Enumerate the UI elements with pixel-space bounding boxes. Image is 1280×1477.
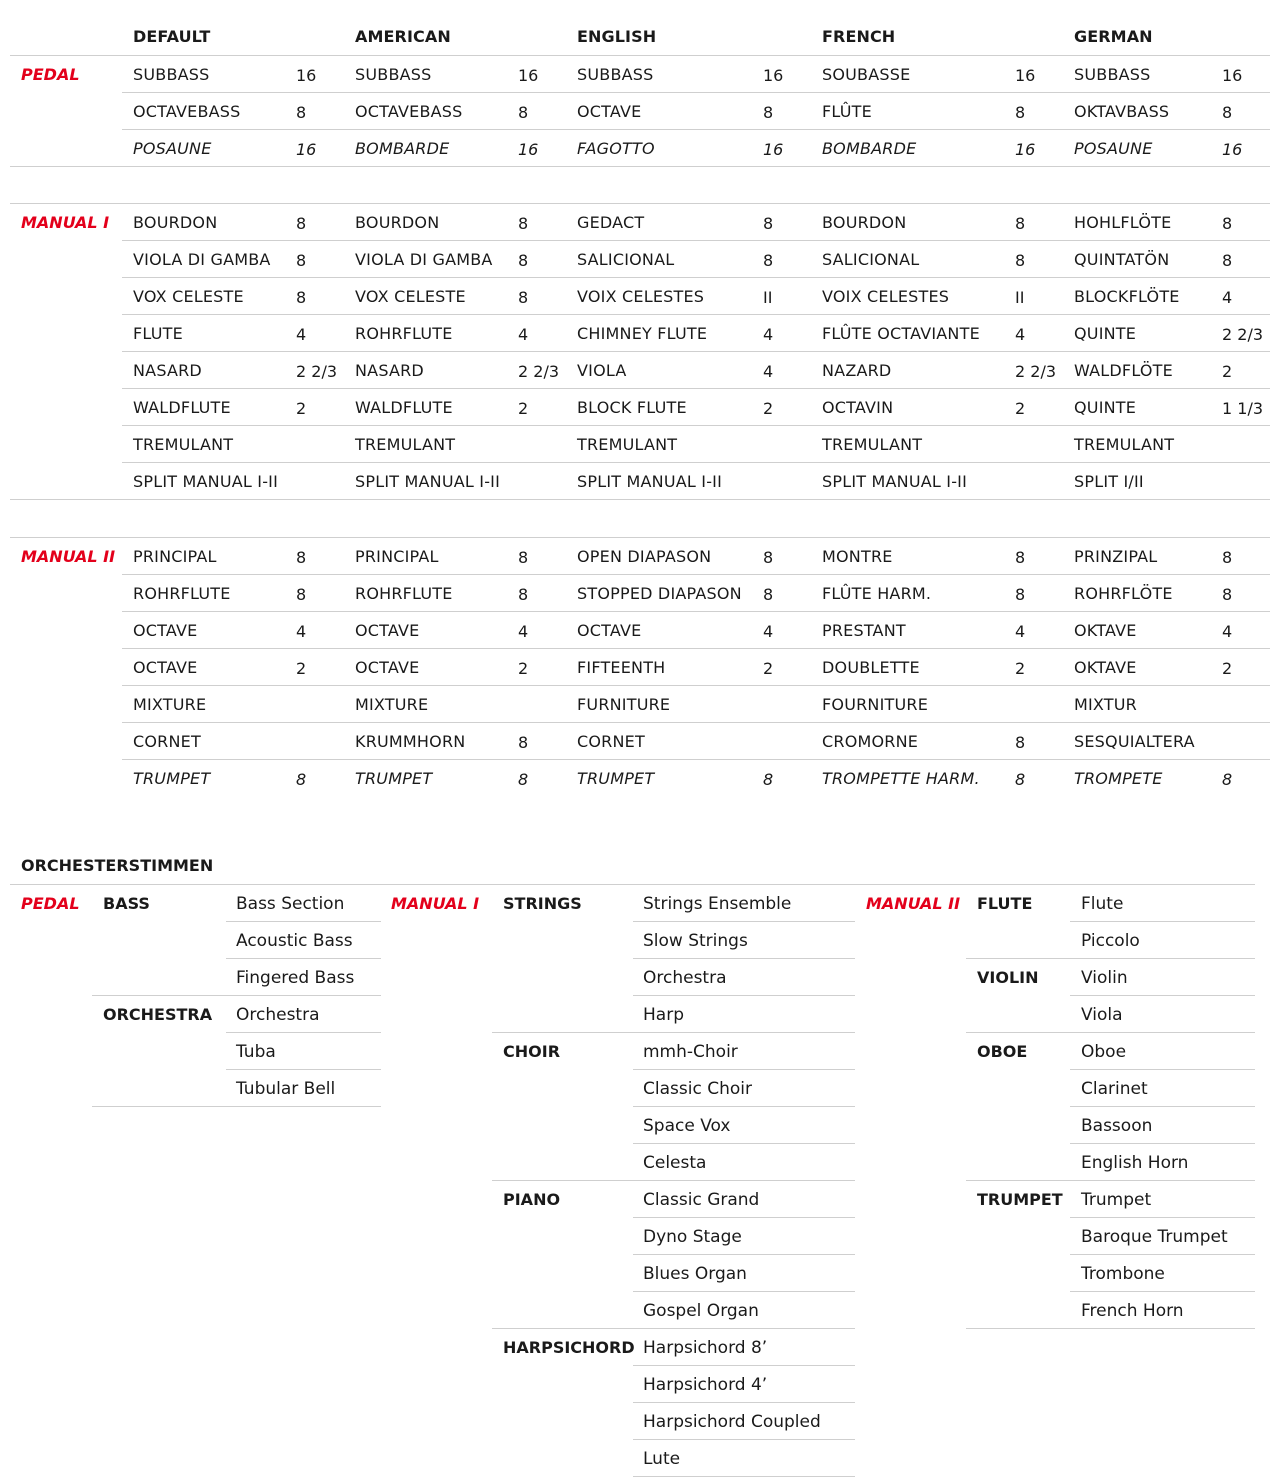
section-bottom-divider [10,166,1270,167]
register-name: KRUMMHORN [355,732,466,751]
row-divider [122,574,1270,575]
voice-item: Tuba [236,1042,276,1062]
register-name: FLÛTE [822,102,872,121]
register-name: WALDFLÖTE [1074,361,1173,380]
register-name: OCTAVE [133,658,198,677]
register-footage: 2 [763,399,774,418]
category-divider [92,995,381,996]
register-footage: 2 2/3 [1222,325,1264,344]
voice-item: Dyno Stage [643,1227,742,1247]
voice-item: mmh-Choir [643,1042,738,1062]
register-footage: 16 [1222,66,1243,85]
register-name: OKTAVE [1074,658,1137,677]
register-name: SESQUIALTERA [1074,732,1195,751]
register-footage: 16 [1222,140,1243,159]
register-footage: 2 [1015,659,1026,678]
row-divider [122,388,1270,389]
register-name: SPLIT MANUAL I-II [577,472,723,491]
voice-item: Orchestra [236,1005,320,1025]
voice-divider [633,1217,855,1218]
register-footage: 4 [1222,288,1233,307]
register-name: QUINTATÖN [1074,250,1170,269]
register-name: VOX CELESTE [133,287,244,306]
register-footage: 8 [296,770,307,789]
voice-item: Bassoon [1081,1116,1153,1136]
voice-divider [1070,1069,1255,1070]
register-name: BLOCKFLÖTE [1074,287,1180,306]
register-name: FLUTE [133,324,183,343]
register-footage: II [763,288,773,307]
voice-divider [1070,1291,1255,1292]
register-name: MIXTURE [133,695,207,714]
register-name: PRINCIPAL [133,547,217,566]
register-name: BOMBARDE [822,139,917,158]
voice-divider [633,1439,855,1440]
row-divider [122,648,1270,649]
register-name: SALICIONAL [822,250,920,269]
register-name: VOX CELESTE [355,287,466,306]
voice-item: Acoustic Bass [236,931,353,951]
voice-divider [633,1106,855,1107]
register-name: SALICIONAL [577,250,675,269]
voice-divider [226,1032,381,1033]
voice-item: Trombone [1081,1264,1165,1284]
voice-item: Trumpet [1081,1190,1152,1210]
orchestral-group-label: MANUAL II [866,894,961,913]
column-header-german: GERMAN [1074,27,1153,46]
register-footage: 8 [1222,103,1233,122]
register-footage: 16 [1015,140,1036,159]
category-divider [92,1106,381,1107]
register-name: TROMPETE [1074,769,1163,788]
voice-item: Oboe [1081,1042,1127,1062]
register-footage: 2 [1222,362,1233,381]
register-footage: 8 [1222,585,1233,604]
voice-item: Fingered Bass [236,968,355,988]
register-name: SPLIT MANUAL I-II [355,472,501,491]
voice-divider [633,1365,855,1366]
row-divider [122,92,1270,93]
register-footage: 8 [518,733,529,752]
register-name: WALDFLUTE [355,398,453,417]
register-name: BOURDON [133,213,218,232]
register-footage: 4 [763,622,774,641]
register-footage: 2 [1015,399,1026,418]
register-name: SUBBASS [577,65,654,84]
register-footage: 2 [296,659,307,678]
register-footage: 16 [763,140,784,159]
register-name: BLOCK FLUTE [577,398,687,417]
voice-category: CHOIR [503,1042,561,1061]
voice-item: Classic Grand [643,1190,760,1210]
register-name: TREMULANT [355,435,456,454]
register-footage: 2 2/3 [1015,362,1057,381]
voice-item: Strings Ensemble [643,894,792,914]
voice-divider [226,958,381,959]
register-name: FLÛTE OCTAVIANTE [822,324,980,343]
voice-divider [1070,1143,1255,1144]
register-footage: 4 [1015,325,1026,344]
voice-item: Space Vox [643,1116,731,1136]
voice-item: Celesta [643,1153,707,1173]
row-divider [122,425,1270,426]
register-footage: 8 [1222,770,1233,789]
register-name: OCTAVEBASS [133,102,241,121]
register-name: OCTAVE [355,621,420,640]
category-divider [966,1180,1255,1181]
register-footage: 8 [1222,251,1233,270]
column-header-french: FRENCH [822,27,896,46]
register-footage: 4 [763,325,774,344]
voice-category: OBOE [977,1042,1028,1061]
register-name: OPEN DIAPASON [577,547,712,566]
register-name: NASARD [133,361,202,380]
register-name: SPLIT MANUAL I-II [822,472,968,491]
register-name: BOMBARDE [355,139,450,158]
voice-category: VIOLIN [977,968,1039,987]
register-footage: 2 [1222,659,1233,678]
register-name: FLÛTE HARM. [822,584,932,603]
voice-divider [633,1402,855,1403]
voice-divider [633,958,855,959]
register-footage: 4 [296,325,307,344]
register-footage: 8 [763,548,774,567]
register-footage: 8 [296,548,307,567]
register-name: VIOLA DI GAMBA [133,250,271,269]
register-footage: 8 [296,288,307,307]
register-name: QUINTE [1074,398,1137,417]
register-footage: 8 [763,214,774,233]
voice-divider [633,1143,855,1144]
register-footage: 4 [518,325,529,344]
orchestral-top-divider [10,884,1255,885]
register-name: TREMULANT [133,435,234,454]
voice-item: Classic Choir [643,1079,752,1099]
register-name: STOPPED DIAPASON [577,584,742,603]
section-bottom-divider [10,499,1270,500]
register-footage: 8 [1222,214,1233,233]
register-name: NASARD [355,361,424,380]
register-footage: 8 [518,585,529,604]
register-footage: 2 [518,659,529,678]
voice-item: Blues Organ [643,1264,747,1284]
register-name: PRINZIPAL [1074,547,1158,566]
register-name: VIOLA DI GAMBA [355,250,493,269]
voice-item: English Horn [1081,1153,1189,1173]
register-footage: 8 [1015,770,1026,789]
voice-item: French Horn [1081,1301,1184,1321]
row-divider [122,462,1270,463]
register-name: OCTAVE [577,621,642,640]
section-label: PEDAL [21,65,80,84]
register-name: CORNET [577,732,645,751]
row-divider [122,129,1270,130]
register-footage: 2 2/3 [518,362,560,381]
register-footage: 2 [763,659,774,678]
row-divider [122,240,1270,241]
register-name: SUBBASS [1074,65,1151,84]
register-footage: 8 [763,770,774,789]
register-name: SUBBASS [133,65,210,84]
register-footage: 8 [518,770,529,789]
register-footage: 8 [518,214,529,233]
register-name: MIXTURE [355,695,429,714]
row-divider [122,314,1270,315]
register-name: WALDFLUTE [133,398,231,417]
register-name: CORNET [133,732,201,751]
register-name: FOURNITURE [822,695,929,714]
register-name: FAGOTTO [577,139,655,158]
row-divider [122,611,1270,612]
category-divider [966,1328,1255,1329]
register-footage: 16 [518,66,539,85]
register-name: OKTAVBASS [1074,102,1170,121]
register-footage: 8 [296,103,307,122]
register-name: BOURDON [355,213,440,232]
register-footage: 2 [518,399,529,418]
register-footage: 8 [1015,103,1026,122]
register-name: NAZARD [822,361,892,380]
register-footage: 1 1/3 [1222,399,1264,418]
register-name: TREMULANT [822,435,923,454]
voice-item: Baroque Trumpet [1081,1227,1228,1247]
register-footage: 8 [763,585,774,604]
register-name: ROHRFLUTE [355,324,453,343]
row-divider [122,722,1270,723]
register-footage: 2 2/3 [296,362,338,381]
voice-item: Tubular Bell [236,1079,336,1099]
voice-divider [226,1069,381,1070]
register-name: OCTAVE [133,621,198,640]
orchestral-group-label: PEDAL [21,894,80,913]
voice-category: TRUMPET [977,1190,1063,1209]
voice-divider [1070,1106,1255,1107]
register-name: SUBBASS [355,65,432,84]
register-name: PRESTANT [822,621,906,640]
register-footage: 16 [296,66,317,85]
register-footage: 8 [1222,548,1233,567]
register-footage: 16 [763,66,784,85]
voice-category: ORCHESTRA [103,1005,213,1024]
voice-item: Orchestra [643,968,727,988]
register-footage: 8 [1015,733,1026,752]
header-divider [10,55,1270,56]
orchestral-title: ORCHESTERSTIMMEN [21,856,214,875]
voice-item: Harpsichord 8’ [643,1338,768,1358]
category-divider [966,1032,1255,1033]
register-name: OCTAVEBASS [355,102,463,121]
voice-divider [633,1291,855,1292]
register-footage: 8 [518,548,529,567]
voice-item: Harpsichord 4’ [643,1375,768,1395]
voice-item: Gospel Organ [643,1301,759,1321]
section-label: MANUAL II [21,547,116,566]
row-divider [122,351,1270,352]
register-name: TRUMPET [355,769,433,788]
row-divider [122,685,1270,686]
voice-item: Viola [1081,1005,1123,1025]
voice-category: BASS [103,894,150,913]
register-name: OCTAVIN [822,398,894,417]
register-footage: 8 [518,103,529,122]
register-footage: 16 [1015,66,1036,85]
register-footage: 16 [296,140,317,159]
voice-divider [226,921,381,922]
voice-category: PIANO [503,1190,561,1209]
register-footage: 2 [296,399,307,418]
register-footage: II [1015,288,1025,307]
register-footage: 4 [296,622,307,641]
voice-item: Clarinet [1081,1079,1148,1099]
register-name: CROMORNE [822,732,919,751]
register-name: OCTAVE [355,658,420,677]
voice-divider [633,995,855,996]
section-top-divider [10,203,1270,204]
register-footage: 4 [518,622,529,641]
register-footage: 4 [763,362,774,381]
register-footage: 8 [296,251,307,270]
category-divider [966,958,1255,959]
register-name: VIOLA [577,361,627,380]
register-name: VOIX CELESTES [822,287,950,306]
section-label: MANUAL I [21,213,110,232]
register-footage: 8 [518,288,529,307]
voice-divider [1070,995,1255,996]
voice-category: FLUTE [977,894,1033,913]
voice-divider [633,921,855,922]
voice-item: Bass Section [236,894,345,914]
register-name: ROHRFLÖTE [1074,584,1173,603]
register-footage: 8 [1015,585,1026,604]
register-name: VOIX CELESTES [577,287,705,306]
voice-category: HARPSICHORD [503,1338,635,1357]
voice-item: Flute [1081,894,1124,914]
register-name: POSAUNE [1074,139,1153,158]
register-name: MIXTUR [1074,695,1138,714]
section-top-divider [10,537,1270,538]
register-name: OKTAVE [1074,621,1137,640]
voice-divider [633,1069,855,1070]
register-name: TROMPETTE HARM. [822,769,980,788]
register-footage: 8 [1015,251,1026,270]
register-name: FURNITURE [577,695,671,714]
register-name: POSAUNE [133,139,212,158]
register-name: PRINCIPAL [355,547,439,566]
register-name: GEDACT [577,213,645,232]
voice-item: Lute [643,1449,681,1469]
register-footage: 8 [763,103,774,122]
register-name: ROHRFLUTE [133,584,231,603]
register-footage: 8 [518,251,529,270]
voice-item: Slow Strings [643,931,748,951]
register-name: OCTAVE [577,102,642,121]
column-header-american: AMERICAN [355,27,451,46]
voice-divider [633,1254,855,1255]
voice-item: Piccolo [1081,931,1140,951]
register-name: SOUBASSE [822,65,911,84]
register-name: HOHLFLÖTE [1074,213,1172,232]
voice-divider [1070,1254,1255,1255]
register-name: ROHRFLUTE [355,584,453,603]
register-name: CHIMNEY FLUTE [577,324,708,343]
voice-item: Violin [1081,968,1128,988]
register-name: DOUBLETTE [822,658,920,677]
register-footage: 4 [1015,622,1026,641]
register-name: SPLIT MANUAL I-II [133,472,279,491]
register-name: MONTRE [822,547,893,566]
register-footage: 8 [1015,214,1026,233]
column-header-default: DEFAULT [133,27,211,46]
register-name: FIFTEENTH [577,658,666,677]
voice-divider [1070,1217,1255,1218]
voice-item: Harp [643,1005,684,1025]
register-name: BOURDON [822,213,907,232]
register-name: TREMULANT [577,435,678,454]
column-header-english: ENGLISH [577,27,657,46]
voice-item: Harpsichord Coupled [643,1412,821,1432]
voice-divider [1070,921,1255,922]
category-divider [492,1180,855,1181]
register-footage: 8 [1015,548,1026,567]
orchestral-group-label: MANUAL I [391,894,480,913]
register-footage: 4 [1222,622,1233,641]
register-name: QUINTE [1074,324,1137,343]
register-footage: 8 [763,251,774,270]
row-divider [122,759,1270,760]
register-footage: 8 [296,585,307,604]
category-divider [492,1032,855,1033]
row-divider [122,277,1270,278]
register-name: TRUMPET [133,769,211,788]
voice-category: STRINGS [503,894,582,913]
register-footage: 8 [296,214,307,233]
category-divider [492,1328,855,1329]
register-footage: 16 [518,140,539,159]
register-name: TREMULANT [1074,435,1175,454]
register-name: SPLIT I/II [1074,472,1144,491]
register-name: TRUMPET [577,769,655,788]
